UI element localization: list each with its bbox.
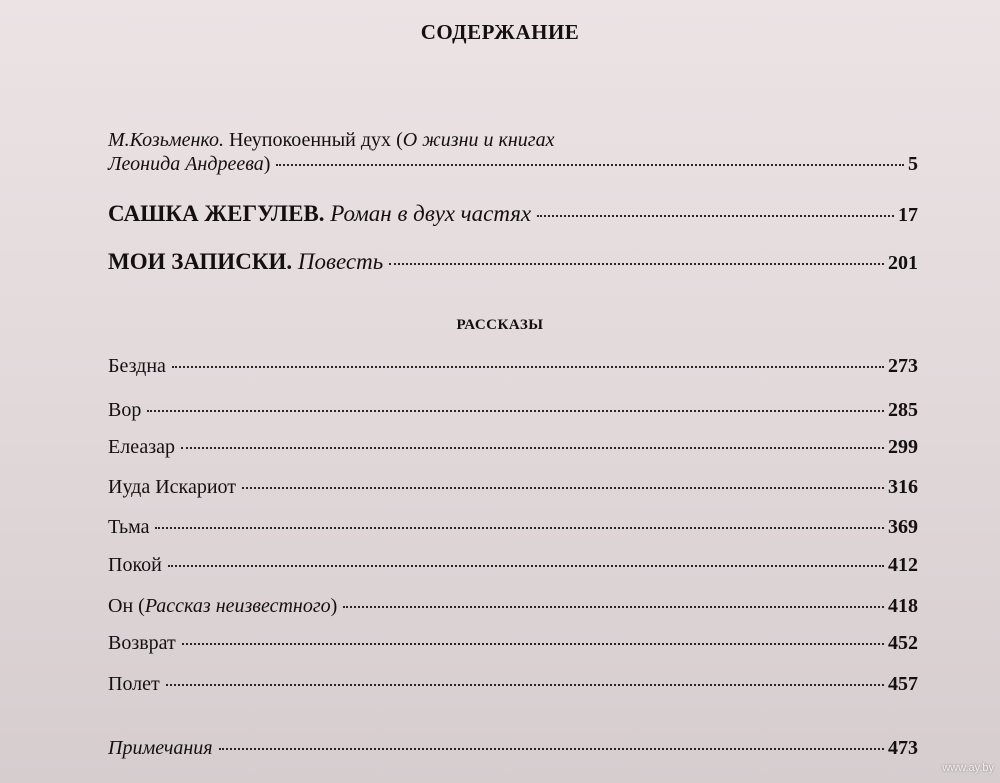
novel-desc: Роман в двух частях: [330, 201, 532, 226]
story-title: Иуда Искариот: [108, 476, 237, 498]
intro-author: М.Козьменко.: [108, 129, 224, 151]
toc-entry-story[interactable]: [108, 594, 918, 618]
toc-entry-notes[interactable]: [108, 250, 918, 275]
page-number: 452: [888, 632, 918, 654]
dot-leader: [343, 606, 884, 608]
dot-leader: [276, 164, 904, 166]
toc-entry-story[interactable]: [108, 672, 918, 696]
page-number: 285: [888, 399, 918, 421]
page-number: 273: [888, 355, 918, 377]
intro-paren-open: (: [396, 129, 403, 151]
page-number: 418: [888, 595, 918, 617]
toc-entry-story[interactable]: [108, 515, 918, 539]
dot-leader: [172, 366, 884, 368]
entry-label: [108, 202, 531, 226]
page-number: 201: [888, 252, 918, 274]
dot-leader: [147, 410, 884, 412]
toc-entry-story[interactable]: [108, 435, 918, 459]
story-title: Возврат: [108, 632, 176, 654]
toc-entry-story[interactable]: [108, 354, 918, 378]
page-number: 299: [888, 436, 918, 458]
intro-title: Неупокоенный дух: [228, 129, 392, 151]
toc-entry-novel[interactable]: [108, 202, 918, 227]
toc-entry-story[interactable]: [108, 631, 918, 655]
story-title: Полет: [108, 673, 160, 695]
page-number: 5: [908, 153, 918, 175]
story-title: Он: [108, 595, 134, 617]
novel-name: САШКА ЖЕГУЛЕВ.: [108, 201, 325, 226]
intro-subtitle-1: О жизни и книгах: [402, 129, 555, 151]
notes-name: МОИ ЗАПИСКИ.: [108, 249, 293, 274]
page-title: СОДЕРЖАНИЕ: [420, 20, 580, 44]
dot-leader: [181, 447, 884, 449]
toc-entry-intro[interactable]: [108, 152, 918, 176]
dot-leader: [168, 565, 884, 567]
dot-leader: [182, 643, 884, 645]
entry-label: [108, 250, 383, 274]
watermark: www.ay.by: [942, 762, 994, 774]
toc-entry-story[interactable]: [108, 475, 918, 499]
intro-paren-close: ): [263, 153, 271, 175]
toc-entry-story[interactable]: [108, 553, 918, 577]
story-title: Тьма: [108, 516, 150, 538]
dot-leader: [166, 684, 884, 686]
page-number: 17: [898, 204, 918, 226]
page-number: 457: [888, 673, 918, 695]
intro-subtitle-2: Леонида Андреева: [108, 153, 264, 175]
dot-leader: [389, 263, 884, 265]
story-label: Он (Рассказ неизвестного): [108, 595, 338, 617]
dot-leader: [242, 487, 884, 489]
dot-leader: [537, 215, 894, 217]
page-number: 316: [888, 476, 918, 498]
intro-line-1: [108, 128, 554, 152]
toc-entry-appendix[interactable]: [108, 736, 918, 760]
dot-leader: [219, 748, 884, 750]
intro-line-2: [108, 152, 270, 176]
story-title: Вор: [108, 399, 142, 421]
page-number: 412: [888, 554, 918, 576]
story-title: Покой: [108, 554, 162, 576]
toc-entry-story[interactable]: [108, 398, 918, 422]
story-title: Бездна: [108, 355, 166, 377]
story-title: Елеазар: [108, 436, 175, 458]
section-heading-stories: РАССКАЗЫ: [456, 317, 544, 333]
page-number: 369: [888, 516, 918, 538]
story-subtitle: Рассказ неизвестного: [144, 595, 331, 617]
dot-leader: [155, 527, 884, 529]
page-number: 473: [888, 737, 918, 759]
notes-desc: Повесть: [297, 249, 384, 274]
appendix-title: Примечания: [108, 737, 213, 759]
